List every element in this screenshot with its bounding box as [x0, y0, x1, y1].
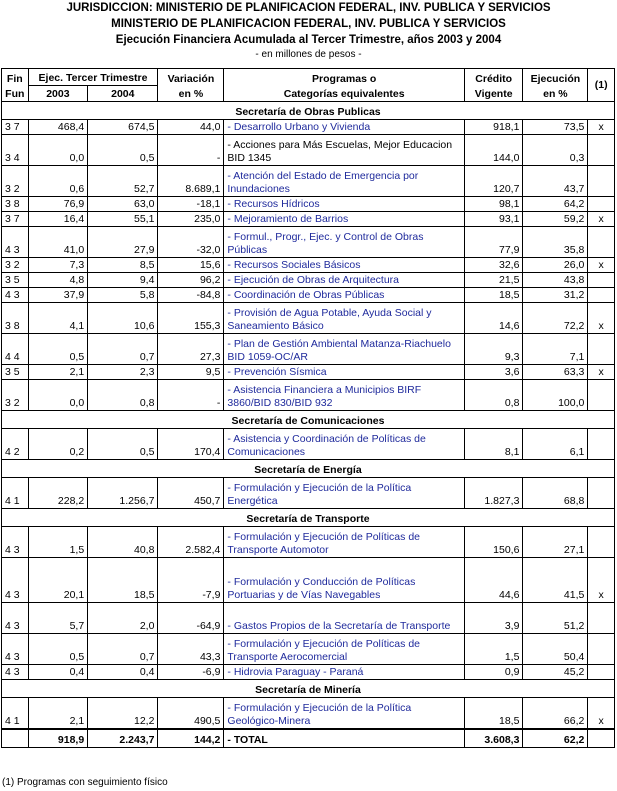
follow-up-mark: [588, 288, 615, 303]
value-2004: 0,5: [88, 135, 158, 166]
follow-up-mark: x: [588, 212, 615, 227]
variation-pct: -84,8: [158, 288, 224, 303]
value-2003: 0,2: [28, 429, 88, 460]
variation-pct: 490,5: [158, 698, 224, 730]
table-row: [2, 135, 615, 166]
variation-pct: 43,3: [158, 634, 224, 665]
fin-fun-code: 3 5: [2, 273, 29, 288]
value-2004: 0,8: [88, 380, 158, 411]
execution-pct: 72,2: [523, 303, 588, 334]
follow-up-mark: x: [588, 698, 615, 730]
credit-vigente: 144,0: [464, 135, 523, 166]
follow-up-mark: x: [588, 558, 615, 603]
variation-pct: -7,9: [158, 558, 224, 603]
program-name: - Plan de Gestión Ambiental Matanza-Riachuelo BID 1059-OC/AR: [224, 334, 465, 365]
section-header-row: [2, 460, 615, 478]
section-header-row: [2, 680, 615, 698]
value-2004: 0,4: [88, 665, 158, 680]
table-row: [2, 478, 615, 509]
credit-vigente: 3,9: [464, 603, 523, 634]
fin-fun-code: 4 4: [2, 334, 29, 365]
fin-fun-code: 4 1: [2, 698, 29, 730]
fin-fun-code: 4 1: [2, 478, 29, 509]
value-2004: 55,1: [88, 212, 158, 227]
table-row: [2, 212, 615, 227]
credit-vigente: 98,1: [464, 197, 523, 212]
credit-vigente: 32,6: [464, 258, 523, 273]
program-name: - Asistencia Financiera a Municipios BIRF 3860/BID 830/BID 932: [224, 380, 465, 411]
value-2004: 12,2: [88, 698, 158, 730]
program-name: - Coordinación de Obras Públicas: [224, 288, 465, 303]
value-2003: 7,3: [28, 258, 88, 273]
table-row: [2, 258, 615, 273]
value-2003: 37,9: [28, 288, 88, 303]
total-mark-empty: [588, 729, 615, 748]
program-name: - Desarrollo Urbano y Vivienda: [224, 120, 465, 135]
fin-fun-code: 4 3: [2, 227, 29, 258]
value-2004: 18,5: [88, 558, 158, 603]
credit-vigente: 8,1: [464, 429, 523, 460]
variation-pct: -64,9: [158, 603, 224, 634]
execution-pct: 64,2: [523, 197, 588, 212]
variation-pct: 44,0: [158, 120, 224, 135]
jurisdiction-title: JURISDICCION: MINISTERIO DE PLANIFICACION FEDERAL, INV. PUBLICA Y SERVICIOS: [66, 2, 551, 14]
total-row: [2, 729, 615, 748]
col-var-header: Variación: [158, 69, 224, 86]
value-2003: 0,5: [28, 334, 88, 365]
fin-fun-code: 4 3: [2, 634, 29, 665]
execution-pct: 31,2: [523, 288, 588, 303]
report-header: [0, 0, 617, 61]
header-row-top: [2, 69, 615, 86]
program-name: - Acciones para Más Escuelas, Mejor Educacion BID 1345: [224, 135, 465, 166]
col-prog-sub-header: Categorías equivalentes: [224, 86, 465, 102]
program-name: - Prevención Sísmica: [224, 365, 465, 380]
table-row: [2, 288, 615, 303]
value-2003: 1,5: [28, 527, 88, 558]
program-name: - Formulación y Ejecución de la Política Geológico-Minera: [224, 698, 465, 730]
follow-up-mark: [588, 478, 615, 509]
value-2003: 2,1: [28, 365, 88, 380]
credit-vigente: 150,6: [464, 527, 523, 558]
execution-pct: 41,5: [523, 558, 588, 603]
execution-pct: 59,2: [523, 212, 588, 227]
value-2003: 76,9: [28, 197, 88, 212]
table-row: [2, 558, 615, 603]
variation-pct: 2.582,4: [158, 527, 224, 558]
value-2004: 1.256,7: [88, 478, 158, 509]
table-row: [2, 698, 615, 730]
total-fin-empty: [2, 729, 29, 748]
value-2004: 2,0: [88, 603, 158, 634]
header-row-bottom: [2, 86, 615, 102]
follow-up-mark: [588, 634, 615, 665]
col-ejp-header: Ejecución: [523, 69, 588, 86]
fin-fun-code: 3 7: [2, 212, 29, 227]
fin-fun-code: 3 2: [2, 166, 29, 197]
table-row: [2, 527, 615, 558]
total-2004: 2.243,7: [88, 729, 158, 748]
follow-up-mark: [588, 603, 615, 634]
fin-fun-code: 3 8: [2, 197, 29, 212]
unit-subtitle: - en millones de pesos -: [255, 49, 362, 60]
section-header-row: [2, 102, 615, 120]
follow-up-mark: [588, 665, 615, 680]
execution-pct: 35,8: [523, 227, 588, 258]
follow-up-mark: [588, 334, 615, 365]
program-name: - Asistencia y Coordinación de Políticas de Comunicaciones: [224, 429, 465, 460]
table-row: [2, 273, 615, 288]
total-2003: 918,9: [28, 729, 88, 748]
follow-up-mark: x: [588, 258, 615, 273]
table-row: [2, 665, 615, 680]
col-2003-header: 2003: [28, 86, 88, 102]
col-prog-header: Programas o: [224, 69, 465, 86]
credit-vigente: 3,6: [464, 365, 523, 380]
total-execution: 62,2: [523, 729, 588, 748]
table-row: [2, 365, 615, 380]
credit-vigente: 0,8: [464, 380, 523, 411]
value-2003: 228,2: [28, 478, 88, 509]
variation-pct: 15,6: [158, 258, 224, 273]
col-cred-header: Crédito: [464, 69, 523, 86]
variation-pct: 170,4: [158, 429, 224, 460]
execution-pct: 73,5: [523, 120, 588, 135]
value-2004: 2,3: [88, 365, 158, 380]
value-2003: 4,1: [28, 303, 88, 334]
credit-vigente: 93,1: [464, 212, 523, 227]
section-title: Secretaría de Obras Publicas: [2, 102, 615, 120]
program-name: - Formulación y Ejecución de Políticas de Transporte Aerocomercial: [224, 634, 465, 665]
col-ejec-header: Ejec. Tercer Trimestre: [28, 69, 158, 86]
value-2003: 0,5: [28, 634, 88, 665]
table-row: [2, 303, 615, 334]
value-2004: 9,4: [88, 273, 158, 288]
footnote: (1) Programas con seguimiento físico: [2, 777, 168, 788]
program-name: - Formul., Progr., Ejec. y Control de Obras Públicas: [224, 227, 465, 258]
table-row: [2, 197, 615, 212]
value-2004: 0,7: [88, 634, 158, 665]
value-2004: 0,7: [88, 334, 158, 365]
program-name: - Atención del Estado de Emergencia por Inundaciones: [224, 166, 465, 197]
variation-pct: 155,3: [158, 303, 224, 334]
value-2004: 674,5: [88, 120, 158, 135]
credit-vigente: 918,1: [464, 120, 523, 135]
follow-up-mark: [588, 380, 615, 411]
section-title: Secretaría de Transporte: [2, 509, 615, 527]
col-mark-header: (1): [588, 69, 615, 102]
section-title: Secretaría de Minería: [2, 680, 615, 698]
value-2003: 0,6: [28, 166, 88, 197]
fin-fun-code: 3 4: [2, 135, 29, 166]
variation-pct: 27,3: [158, 334, 224, 365]
value-2003: 0,0: [28, 380, 88, 411]
value-2003: 20,1: [28, 558, 88, 603]
col-cred-sub-header: Vigente: [464, 86, 523, 102]
execution-pct: 51,2: [523, 603, 588, 634]
fin-fun-code: 4 3: [2, 603, 29, 634]
follow-up-mark: [588, 527, 615, 558]
program-name: - Formulación y Conducción de Políticas Portuarias y de Vías Navegables: [224, 558, 465, 603]
value-2004: 8,5: [88, 258, 158, 273]
credit-vigente: 0,9: [464, 665, 523, 680]
credit-vigente: 1,5: [464, 634, 523, 665]
execution-pct: 43,7: [523, 166, 588, 197]
credit-vigente: 18,5: [464, 698, 523, 730]
total-credit: 3.608,3: [464, 729, 523, 748]
value-2004: 5,8: [88, 288, 158, 303]
program-name: - Mejoramiento de Barrios: [224, 212, 465, 227]
follow-up-mark: [588, 135, 615, 166]
credit-vigente: 1.827,3: [464, 478, 523, 509]
value-2003: 4,8: [28, 273, 88, 288]
value-2003: 2,1: [28, 698, 88, 730]
col-2004-header: 2004: [88, 86, 158, 102]
table-body: [2, 102, 615, 748]
execution-pct: 45,2: [523, 665, 588, 680]
execution-pct: 6,1: [523, 429, 588, 460]
follow-up-mark: [588, 197, 615, 212]
execution-pct: 43,8: [523, 273, 588, 288]
follow-up-mark: [588, 166, 615, 197]
variation-pct: -6,9: [158, 665, 224, 680]
follow-up-mark: x: [588, 365, 615, 380]
program-name: - Formulación y Ejecución de la Política Energética: [224, 478, 465, 509]
fin-fun-code: 3 5: [2, 365, 29, 380]
follow-up-mark: x: [588, 303, 615, 334]
program-name: - Recursos Sociales Básicos: [224, 258, 465, 273]
variation-pct: 96,2: [158, 273, 224, 288]
section-header-row: [2, 411, 615, 429]
execution-pct: 63,3: [523, 365, 588, 380]
follow-up-mark: [588, 429, 615, 460]
value-2004: 0,5: [88, 429, 158, 460]
variation-pct: -18,1: [158, 197, 224, 212]
execution-pct: 100,0: [523, 380, 588, 411]
col-fin-header: Fin: [2, 69, 29, 86]
credit-vigente: 14,6: [464, 303, 523, 334]
program-name: - Provisión de Agua Potable, Ayuda Social y Saneamiento Básico: [224, 303, 465, 334]
variation-pct: -: [158, 380, 224, 411]
program-name: - Gastos Propios de la Secretaría de Transporte: [224, 603, 465, 634]
table-row: [2, 603, 615, 634]
value-2003: 41,0: [28, 227, 88, 258]
fin-fun-code: 3 7: [2, 120, 29, 135]
ministry-title: MINISTERIO DE PLANIFICACION FEDERAL, INV. PUBLICA Y SERVICIOS: [111, 18, 506, 30]
follow-up-mark: x: [588, 120, 615, 135]
col-ejp-sub-header: en %: [523, 86, 588, 102]
execution-pct: 68,8: [523, 478, 588, 509]
variation-pct: 9,5: [158, 365, 224, 380]
value-2004: 52,7: [88, 166, 158, 197]
credit-vigente: 9,3: [464, 334, 523, 365]
credit-vigente: 77,9: [464, 227, 523, 258]
fin-fun-code: 3 8: [2, 303, 29, 334]
execution-pct: 27,1: [523, 527, 588, 558]
execution-pct: 0,3: [523, 135, 588, 166]
program-name: - Formulación y Ejecución de Políticas de Transporte Automotor: [224, 527, 465, 558]
execution-pct: 50,4: [523, 634, 588, 665]
credit-vigente: 44,6: [464, 558, 523, 603]
table-row: [2, 429, 615, 460]
fin-fun-code: 4 3: [2, 288, 29, 303]
value-2003: 0,4: [28, 665, 88, 680]
follow-up-mark: [588, 273, 615, 288]
col-fun-header: Fun: [2, 86, 29, 102]
program-name: - Recursos Hídricos: [224, 197, 465, 212]
credit-vigente: 18,5: [464, 288, 523, 303]
fin-fun-code: 4 2: [2, 429, 29, 460]
execution-table: [1, 68, 615, 748]
value-2004: 63,0: [88, 197, 158, 212]
table-row: [2, 227, 615, 258]
value-2003: 5,7: [28, 603, 88, 634]
variation-pct: 235,0: [158, 212, 224, 227]
table-row: [2, 334, 615, 365]
table-row: [2, 634, 615, 665]
execution-pct: 66,2: [523, 698, 588, 730]
credit-vigente: 21,5: [464, 273, 523, 288]
execution-pct: 7,1: [523, 334, 588, 365]
variation-pct: 8.689,1: [158, 166, 224, 197]
col-var-sub-header: en %: [158, 86, 224, 102]
value-2004: 27,9: [88, 227, 158, 258]
table-row: [2, 166, 615, 197]
section-title: Secretaría de Energía: [2, 460, 615, 478]
report-title: Ejecución Financiera Acumulada al Tercer Trimestre, años 2003 y 2004: [115, 34, 502, 46]
total-label: - TOTAL: [224, 729, 465, 748]
follow-up-mark: [588, 227, 615, 258]
variation-pct: 450,7: [158, 478, 224, 509]
variation-pct: -: [158, 135, 224, 166]
value-2003: 468,4: [28, 120, 88, 135]
fin-fun-code: 4 3: [2, 665, 29, 680]
value-2004: 10,6: [88, 303, 158, 334]
value-2003: 16,4: [28, 212, 88, 227]
fin-fun-code: 4 3: [2, 558, 29, 603]
fin-fun-code: 3 2: [2, 380, 29, 411]
value-2004: 40,8: [88, 527, 158, 558]
credit-vigente: 120,7: [464, 166, 523, 197]
table-row: [2, 120, 615, 135]
execution-pct: 26,0: [523, 258, 588, 273]
value-2003: 0,0: [28, 135, 88, 166]
section-title: Secretaría de Comunicaciones: [2, 411, 615, 429]
fin-fun-code: 3 2: [2, 258, 29, 273]
program-name: - Hidrovia Paraguay - Paraná: [224, 665, 465, 680]
table-row: [2, 380, 615, 411]
section-header-row: [2, 509, 615, 527]
fin-fun-code: 4 3: [2, 527, 29, 558]
program-name: - Ejecución de Obras de Arquitectura: [224, 273, 465, 288]
variation-pct: -32,0: [158, 227, 224, 258]
total-variation: 144,2: [158, 729, 224, 748]
